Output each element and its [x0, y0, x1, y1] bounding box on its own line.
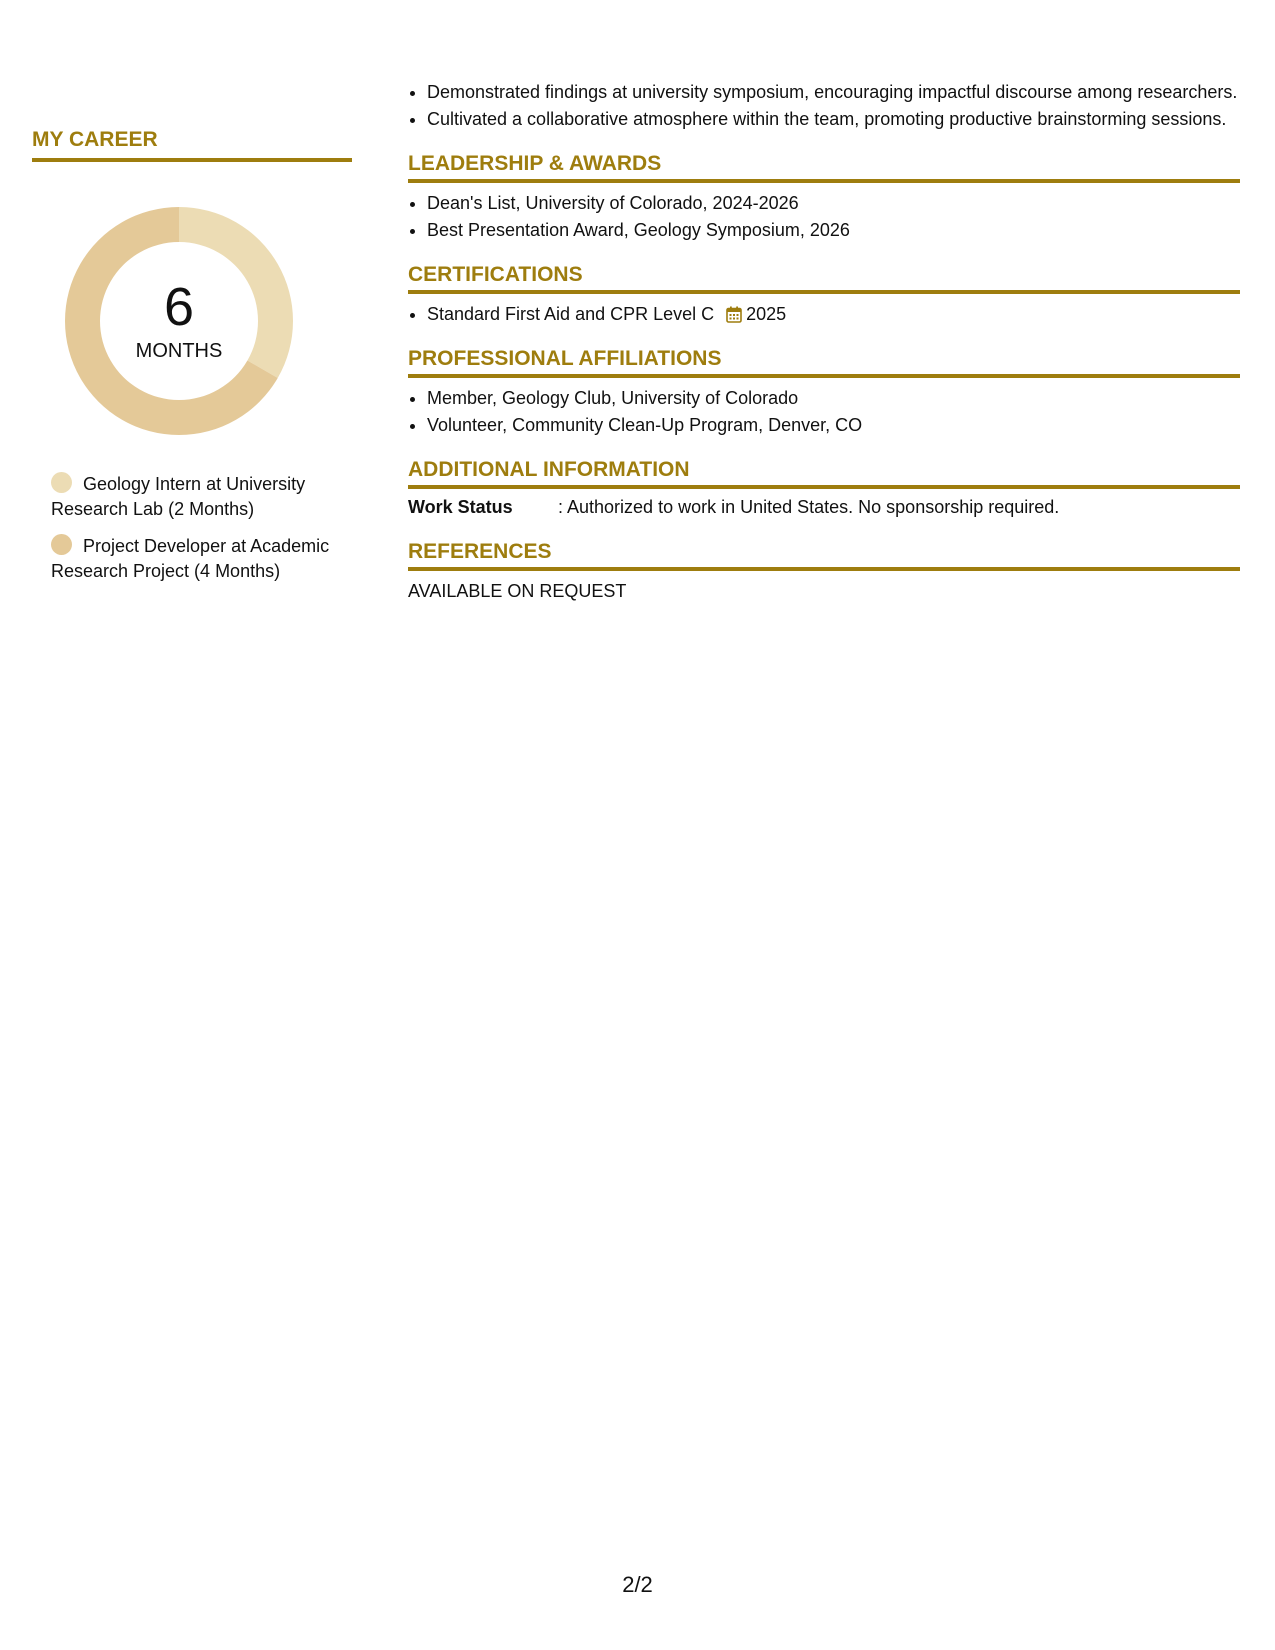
- legend-label: Project Developer at Academic Research Project (4 Months): [51, 536, 330, 581]
- donut-total: 6: [163, 276, 195, 337]
- references-title: REFERENCES: [408, 540, 1240, 571]
- list-item: • Demonstrated findings at university symposium, encouraging impactful discourse among researchers.: [427, 80, 1240, 105]
- career-sidebar: [32, 128, 352, 596]
- page-number: 2/2: [622, 1572, 653, 1597]
- list-item: • Dean's List, University of Colorado, 2024-2026: [427, 191, 1240, 216]
- leadership-title: LEADERSHIP & AWARDS: [408, 152, 1240, 183]
- additional-info-title: ADDITIONAL INFORMATION: [408, 458, 1240, 489]
- certifications-list: [408, 302, 1240, 327]
- affiliations-list: [408, 386, 1240, 438]
- references-text: AVAILABLE ON REQUEST: [408, 581, 627, 601]
- certification-name: Standard First Aid and CPR Level C: [427, 304, 715, 324]
- legend-item: [51, 534, 352, 584]
- career-title: MY CAREER: [32, 128, 352, 162]
- list-item: • Best Presentation Award, Geology Symposium, 2026: [427, 218, 1240, 243]
- legend-dot: [51, 534, 72, 555]
- legend-item: [51, 472, 352, 522]
- experience-bullets: [408, 80, 1240, 132]
- work-status-value: : Authorized to work in United States. No sponsorship required.: [558, 497, 1060, 517]
- calendar-icon: [726, 306, 742, 323]
- certification-year: 2025: [746, 304, 787, 324]
- affiliations-title: PROFESSIONAL AFFILIATIONS: [408, 347, 1240, 378]
- career-donut-chart: [64, 206, 294, 436]
- list-item: • Cultivated a collaborative atmosphere within the team, promoting productive brainstorming sessions.: [427, 107, 1240, 132]
- work-status-row: [408, 495, 1240, 520]
- list-item: [427, 302, 1240, 327]
- work-status-label: Work Status: [408, 497, 513, 517]
- career-legend: [32, 472, 352, 584]
- list-item: • Volunteer, Community Clean-Up Program, Denver, CO: [427, 413, 1240, 438]
- list-item: • Member, Geology Club, University of Colorado: [427, 386, 1240, 411]
- donut-center: [64, 206, 294, 436]
- legend-label: Geology Intern at University Research Lab (2 Months): [51, 474, 306, 519]
- donut-unit: MONTHS: [135, 339, 223, 362]
- certifications-title: CERTIFICATIONS: [408, 263, 1240, 294]
- legend-dot: [51, 472, 72, 493]
- main-content: [408, 80, 1240, 604]
- leadership-list: [408, 191, 1240, 243]
